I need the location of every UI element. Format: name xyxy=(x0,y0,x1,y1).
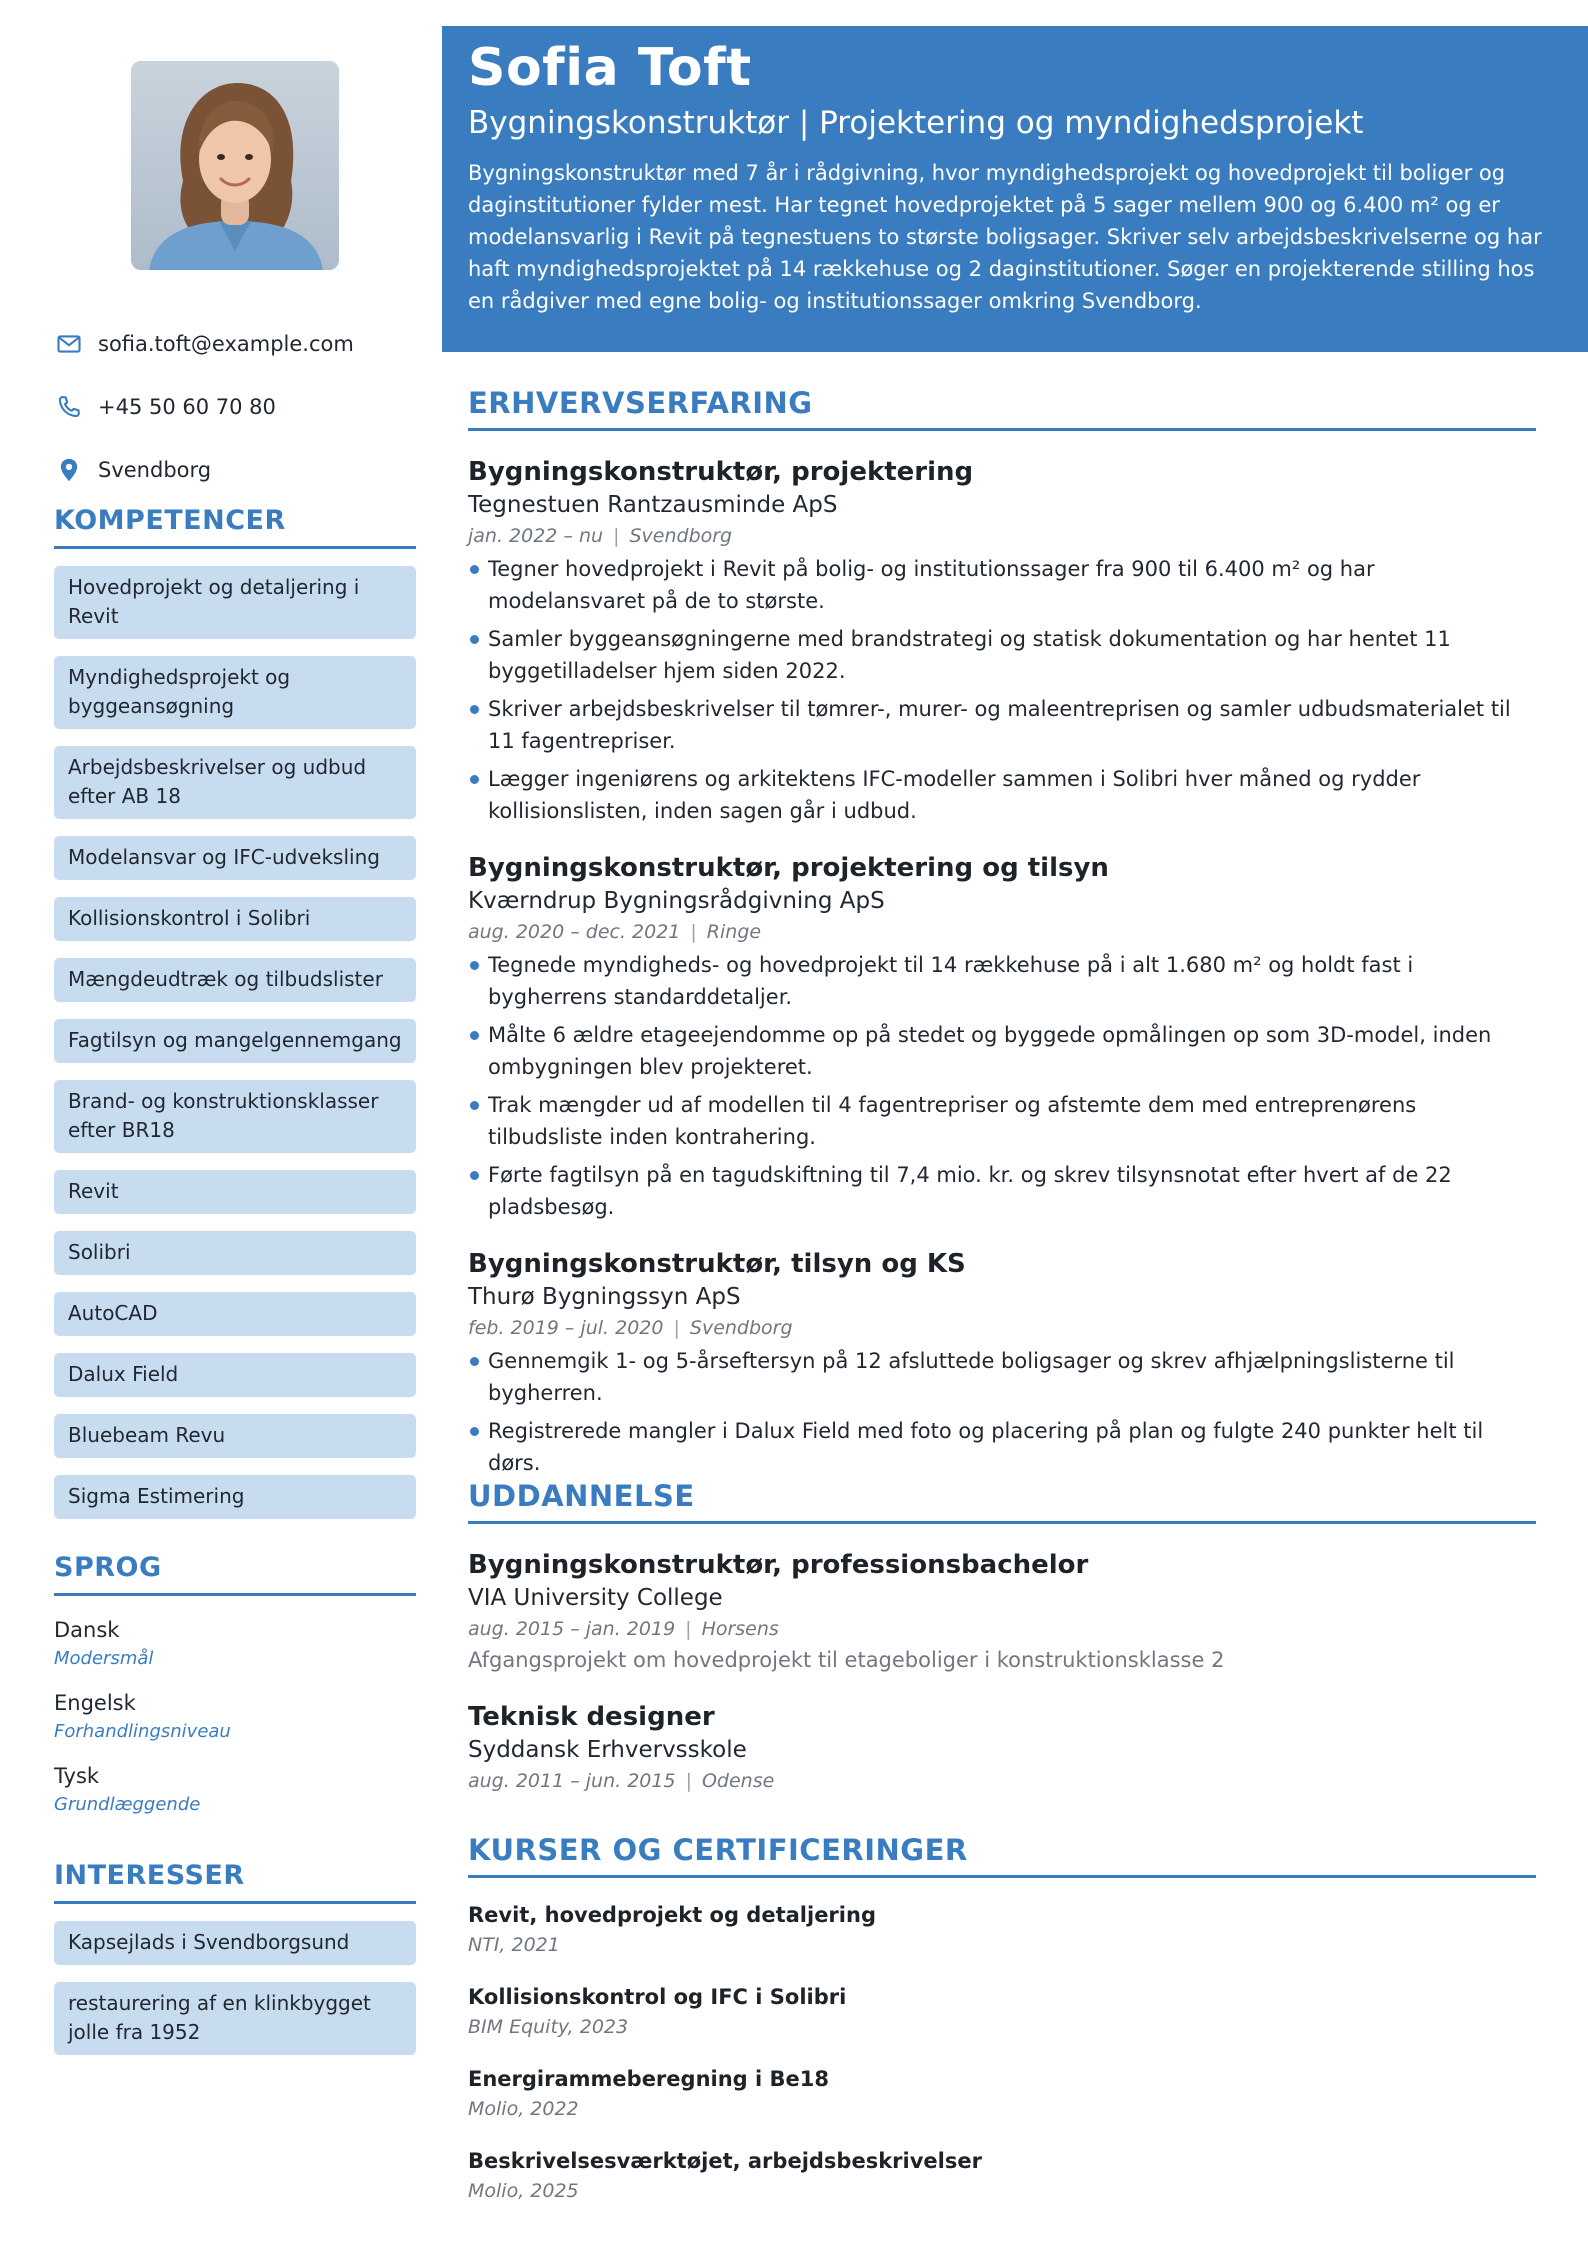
degree-title: Bygningskonstruktør, professionsbachelor xyxy=(468,1550,1089,1580)
skill-chip: Kollisionskontrol i Solibri xyxy=(54,897,416,941)
job-period: feb. 2019 – jul. 2020 xyxy=(468,1317,664,1339)
job-company: Kværndrup Bygningsrådgivning ApS xyxy=(468,888,885,914)
language-item xyxy=(54,1764,416,1815)
contact-list xyxy=(54,312,416,501)
course-entry xyxy=(468,2146,1536,2206)
language-item xyxy=(54,1691,416,1742)
bullet-item: Førte fagtilsyn på en tagudskiftning til 7,4 mio. kr. og skrev tilsynsnotat efter hvert af de 22 pladsbesøg. xyxy=(468,1159,1536,1223)
skills-heading: KOMPETENCER xyxy=(54,505,416,549)
education-heading: UDDANNELSE xyxy=(468,1479,1536,1524)
phone-text[interactable]: +45 50 60 70 80 xyxy=(98,394,276,419)
job-bullets xyxy=(468,1345,1536,1479)
job-bullets xyxy=(468,553,1536,827)
job-bullets xyxy=(468,949,1536,1223)
courses-section xyxy=(468,1833,1536,2206)
skill-chip: Dalux Field xyxy=(54,1353,416,1397)
job-title: Bygningskonstruktør, projektering xyxy=(468,457,974,487)
bullet-item: Tegner hovedprojekt i Revit på bolig- og institutionssager fra 900 til 6.400 m² og har modelansvaret på de to største. xyxy=(468,553,1536,617)
education-entry xyxy=(468,1700,1536,1796)
education-period: aug. 2015 – jan. 2019 xyxy=(468,1618,676,1640)
contact-location xyxy=(54,438,416,501)
job-meta xyxy=(468,521,1536,551)
meta-separator: | xyxy=(685,1618,692,1640)
job-company: Tegnestuen Rantzausminde ApS xyxy=(468,492,838,518)
contact-phone[interactable] xyxy=(54,375,416,438)
meta-separator: | xyxy=(613,525,620,547)
job-location: Ringe xyxy=(706,921,762,943)
job-entry xyxy=(468,1247,1536,1479)
map-pin-icon xyxy=(54,455,84,485)
course-title: Kollisionskontrol og IFC i Solibri xyxy=(468,1985,847,2009)
contact-email[interactable] xyxy=(54,312,416,375)
interest-chip: restaurering af en klinkbygget jolle fra 1952 xyxy=(54,1982,416,2055)
language-level: Grundlæggende xyxy=(54,1794,201,1815)
skill-chip: Hovedprojekt og detaljering i Revit xyxy=(54,566,416,639)
job-title: Bygningskonstruktør, projektering og tilsyn xyxy=(468,853,1109,883)
job-location: Svendborg xyxy=(629,525,733,547)
course-title: Revit, hovedprojekt og detaljering xyxy=(468,1903,876,1927)
education-section xyxy=(468,1479,1536,1796)
education-entry xyxy=(468,1548,1536,1676)
location-text: Svendborg xyxy=(98,457,212,482)
job-meta xyxy=(468,1313,1536,1343)
bullet-item: Skriver arbejdsbeskrivelser til tømrer-, murer- og maleentreprisen og samler udbudsmaterialet til 11 fagentrepriser. xyxy=(468,693,1536,757)
languages-heading: SPROG xyxy=(54,1552,416,1596)
education-location: Odense xyxy=(701,1770,775,1792)
email-text[interactable]: sofia.toft@example.com xyxy=(98,331,354,356)
meta-separator: | xyxy=(673,1317,680,1339)
language-item xyxy=(54,1618,416,1669)
skill-chip: Sigma Estimering xyxy=(54,1475,416,1519)
job-location: Svendborg xyxy=(689,1317,793,1339)
profile-photo xyxy=(131,61,339,270)
bullet-item: Samler byggeansøgningerne med brandstrategi og statisk dokumentation og har hentet 11 byggetilladelser hjem siden 2022. xyxy=(468,623,1536,687)
language-name: Dansk xyxy=(54,1618,120,1642)
school-name: Syddansk Erhvervsskole xyxy=(468,1737,747,1763)
job-period: jan. 2022 – nu xyxy=(468,525,604,547)
skill-chip: Revit xyxy=(54,1170,416,1214)
skill-chip: Myndighedsprojekt og byggeansøgning xyxy=(54,656,416,729)
language-name: Engelsk xyxy=(54,1691,136,1715)
profile-summary: Bygningskonstruktør med 7 år i rådgivning, hvor myndighedsprojekt og hovedprojekt til boliger og daginstitutioner fylder mest. Har tegnet hovedprojektet på 5 sager mellem 900 og 6.400 m² og er modelansvarlig i Revit på tegnestuens to største boligsager. Skriver selv arbejdsbeskrivelserne og har haft myndighedsprojektet på 14 rækkehuse og 2 daginstitutioner. Søger en projekterende stilling hos en rådgiver med egne bolig- og institutionssager omkring Svendborg. xyxy=(468,161,1542,313)
course-title: Beskrivelsesværktøjet, arbejdsbeskrivelser xyxy=(468,2149,982,2173)
job-period: aug. 2020 – dec. 2021 xyxy=(468,921,681,943)
bullet-item: Lægger ingeniørens og arkitektens IFC-modeller sammen i Solibri hver måned og rydder kollisionslisten, inden sagen går i udbud. xyxy=(468,763,1536,827)
language-level: Forhandlingsniveau xyxy=(54,1721,231,1742)
meta-separator: | xyxy=(690,921,697,943)
meta-separator: | xyxy=(685,1770,692,1792)
skill-chip: Modelansvar og IFC-udveksling xyxy=(54,836,416,880)
portrait-image xyxy=(131,61,339,270)
course-meta: BIM Equity, 2023 xyxy=(468,2016,629,2038)
bullet-item: Registrerede mangler i Dalux Field med foto og placering på plan og fulgte 240 punkter helt til dørs. xyxy=(468,1415,1536,1479)
job-entry xyxy=(468,851,1536,1223)
course-meta: NTI, 2021 xyxy=(468,1934,560,1956)
bullet-item: Gennemgik 1- og 5-årseftersyn på 12 afsluttede boligsager og skrev afhjælpningslisterne til bygherren. xyxy=(468,1345,1536,1409)
interest-chip: Kapsejlads i Svendborgsund xyxy=(54,1921,416,1965)
mail-icon xyxy=(54,329,84,359)
education-meta xyxy=(468,1766,1536,1796)
job-company: Thurø Bygningssyn ApS xyxy=(468,1284,741,1310)
course-entry xyxy=(468,1900,1536,1960)
interests-heading: INTERESSER xyxy=(54,1860,416,1904)
skill-chip: Fagtilsyn og mangelgennemgang xyxy=(54,1019,416,1063)
header-banner xyxy=(442,26,1588,352)
interests-section xyxy=(54,1860,416,2055)
experience-heading: ERHVERVSERFARING xyxy=(468,386,1536,431)
education-meta xyxy=(468,1614,1536,1644)
skill-chip: Solibri xyxy=(54,1231,416,1275)
person-role: Bygningskonstruktør | Projektering og myndighedsprojekt xyxy=(468,105,1364,141)
language-name: Tysk xyxy=(54,1764,100,1788)
school-name: VIA University College xyxy=(468,1585,723,1611)
education-location: Horsens xyxy=(701,1618,779,1640)
course-meta: Molio, 2025 xyxy=(468,2180,579,2202)
languages-section xyxy=(54,1552,416,1815)
phone-icon xyxy=(54,392,84,422)
job-title: Bygningskonstruktør, tilsyn og KS xyxy=(468,1249,966,1279)
course-entry xyxy=(468,2064,1536,2124)
skills-section xyxy=(54,505,416,1519)
bullet-item: Målte 6 ældre etageejendomme op på stedet og byggede opmålingen op som 3D-model, inden ombygningen blev projekteret. xyxy=(468,1019,1536,1083)
person-name: Sofia Toft xyxy=(468,38,752,98)
experience-section xyxy=(468,386,1536,1485)
course-title: Energirammeberegning i Be18 xyxy=(468,2067,829,2091)
education-note: Afgangsprojekt om hovedprojekt til etageboliger i konstruktionsklasse 2 xyxy=(468,1648,1225,1672)
language-level: Modersmål xyxy=(54,1648,154,1669)
skill-chip: Mængdeudtræk og tilbudslister xyxy=(54,958,416,1002)
education-period: aug. 2011 – jun. 2015 xyxy=(468,1770,676,1792)
course-meta: Molio, 2022 xyxy=(468,2098,579,2120)
skill-chip: Bluebeam Revu xyxy=(54,1414,416,1458)
bullet-item: Tegnede myndigheds- og hovedprojekt til 14 rækkehuse på i alt 1.680 m² og holdt fast i bygherrens standarddetaljer. xyxy=(468,949,1536,1013)
job-meta xyxy=(468,917,1536,947)
degree-title: Teknisk designer xyxy=(468,1702,715,1732)
skill-chip: Brand- og konstruktionsklasser efter BR18 xyxy=(54,1080,416,1153)
bullet-item: Trak mængder ud af modellen til 4 fagentrepriser og afstemte dem med entreprenørens tilbudsliste inden kontrahering. xyxy=(468,1089,1536,1153)
job-entry xyxy=(468,455,1536,827)
skill-chip: Arbejdsbeskrivelser og udbud efter AB 18 xyxy=(54,746,416,819)
skill-chip: AutoCAD xyxy=(54,1292,416,1336)
courses-heading: KURSER OG CERTIFICERINGER xyxy=(468,1833,1536,1878)
course-entry xyxy=(468,1982,1536,2042)
